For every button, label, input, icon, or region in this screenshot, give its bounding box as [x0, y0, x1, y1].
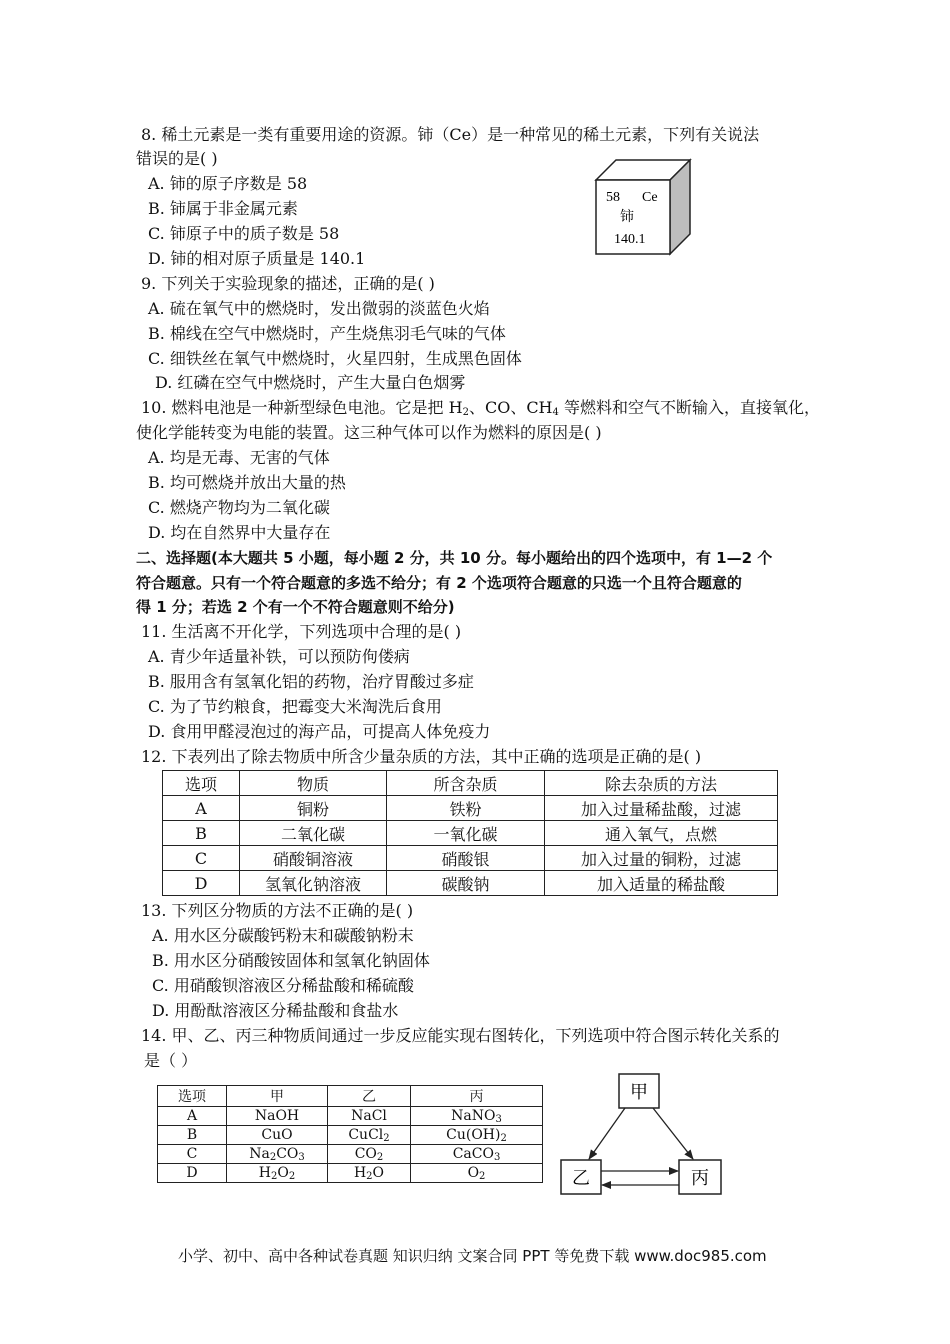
table-cell: 氢氧化钠溶液	[240, 871, 387, 896]
q11-option-d: D. 食用甲醛浸泡过的海产品，可提高人体免疫力	[148, 722, 491, 741]
table-cell: CuO	[227, 1126, 328, 1145]
table-cell: $CO_2$	[328, 1145, 411, 1164]
table-cell: 硝酸银	[387, 846, 545, 871]
q13-option-b: B. 用水区分硝酸铵固体和氢氧化钠固体	[152, 951, 430, 970]
q9-option-a: A. 硫在氧气中的燃烧时，发出微弱的淡蓝色火焰	[148, 299, 490, 318]
table-cell: A	[163, 796, 240, 821]
q11-option-c: C. 为了节约粮食，把霉变大米淘洗后食用	[148, 697, 442, 716]
table-cell: C	[158, 1145, 227, 1164]
q11-option-a: A. 青少年适量补铁，可以预防佝偻病	[148, 647, 410, 666]
node-jia-label: 甲	[630, 1082, 648, 1103]
table-row	[158, 1126, 543, 1145]
table-header-cell: 选项	[163, 771, 240, 796]
arrow-jia-to-yi	[589, 1108, 625, 1159]
table-cell: CaCO$_3$	[411, 1145, 543, 1164]
q13-option-c: C. 用硝酸钡溶液区分稀盐酸和稀硫酸	[152, 976, 414, 995]
q10-option-b: B. 均可燃烧并放出大量的热	[148, 473, 346, 492]
table-cell: 铜粉	[240, 796, 387, 821]
q14-table	[157, 1085, 543, 1183]
table-cell: NaOH	[227, 1107, 328, 1126]
q9-option-c: C. 细铁丝在氧气中燃烧时，火星四射，生成黑色固体	[148, 349, 522, 368]
q8-option-d: D. 铈的相对原子质量是 140.1	[148, 249, 366, 268]
q10-option-a: A. 均是无毒、无害的气体	[148, 448, 330, 467]
table-cell: B	[163, 821, 240, 846]
table-header-cell: 甲	[227, 1086, 328, 1107]
q10-stem-line1: 10. 燃料电池是一种新型绿色电池。它是把 $H_2$、CO、$CH_4$ 等燃料和空气不断输入，直接氧化，	[141, 398, 820, 418]
q10-stem-line2: 使化学能转变为电能的装置。这三种气体可以作为燃料的原因是( )	[136, 423, 602, 442]
table-cell: 碳酸钠	[387, 871, 545, 896]
table-row	[163, 871, 778, 896]
table-cell: 铁粉	[387, 796, 545, 821]
q9-option-b: B. 棉线在空气中燃烧时，产生烧焦羽毛气味的气体	[148, 324, 506, 343]
table-cell: A	[158, 1107, 227, 1126]
table-cell: NaNO$_3$	[411, 1107, 543, 1126]
table-cell: 通入氧气，点燃	[545, 821, 778, 846]
table-cell: $H_2O$	[328, 1164, 411, 1183]
q12-stem: 12. 下表列出了除去物质中所含少量杂质的方法，其中正确的选项是正确的是( )	[141, 747, 702, 766]
table-cell: $Na_2CO_3$	[227, 1145, 328, 1164]
q8-option-a: A. 铈的原子序数是 58	[148, 174, 308, 193]
q12-table	[162, 770, 778, 896]
page-footer: 小学、初中、高中各种试卷真题 知识归纳 文案合同 PPT 等免费下载 www.doc985.com	[178, 1247, 767, 1265]
node-bing-label: 丙	[691, 1168, 709, 1189]
table-cell: C	[163, 846, 240, 871]
q9-option-d: D. 红磷在空气中燃烧时，产生大量白色烟雾	[155, 373, 466, 392]
table-header-cell: 所含杂质	[387, 771, 545, 796]
table-cell: NaCl	[328, 1107, 411, 1126]
table-cell: D	[163, 871, 240, 896]
q8-stem-line1: 8. 稀土元素是一类有重要用途的资源。铈（Ce）是一种常见的稀土元素，下列有关说法	[141, 125, 760, 144]
q13-option-a: A. 用水区分碳酸钙粉末和碳酸钠粉末	[152, 926, 414, 945]
table-cell: $O_2$	[411, 1164, 543, 1183]
arrow-jia-to-bing	[653, 1108, 693, 1159]
table-cell: 硝酸铜溶液	[240, 846, 387, 871]
table-header-cell: 物质	[240, 771, 387, 796]
table-cell: 一氧化碳	[387, 821, 545, 846]
q10-option-c: C. 燃烧产物均为二氧化碳	[148, 498, 330, 517]
element-cell-cube	[592, 158, 696, 258]
table-header-cell: 乙	[328, 1086, 411, 1107]
conversion-diagram	[555, 1070, 730, 1200]
table-cell: D	[158, 1164, 227, 1183]
table-row	[158, 1145, 543, 1164]
table-row	[163, 796, 778, 821]
table-row	[158, 1164, 543, 1183]
q10-option-d: D. 均在自然界中大量存在	[148, 523, 331, 542]
table-cell: 加入适量的稀盐酸	[545, 871, 778, 896]
q9-stem: 9. 下列关于实验现象的描述，正确的是( )	[141, 274, 435, 293]
element-symbol: Ce	[642, 190, 658, 205]
table-row	[158, 1107, 543, 1126]
table-cell: 加入过量的铜粉，过滤	[545, 846, 778, 871]
section2-line3: 得 1 分；若选 2 个有一个不符合题意则不给分)	[136, 598, 455, 616]
q8-stem-line2: 错误的是( )	[136, 149, 218, 168]
table-cell: $Cu(OH)_2$	[411, 1126, 543, 1145]
element-atomic-number: 58	[606, 190, 620, 205]
q14-stem-line1: 14. 甲、乙、丙三种物质间通过一步反应能实现右图转化，下列选项中符合图示转化关系的	[141, 1026, 780, 1045]
q8-option-c: C. 铈原子中的质子数是 58	[148, 224, 340, 243]
element-atomic-mass: 140.1	[614, 232, 646, 247]
element-name: 铈	[620, 209, 634, 225]
q14-stem-line2: 是（ ）	[144, 1051, 198, 1070]
table-cell: 加入过量稀盐酸，过滤	[545, 796, 778, 821]
q8-option-b: B. 铈属于非金属元素	[148, 199, 298, 218]
table-header-cell: 选项	[158, 1086, 227, 1107]
table-cell: $H_2O_2$	[227, 1164, 328, 1183]
section2-line1: 二、选择题(本大题共 5 小题，每小题 2 分，共 10 分。每小题给出的四个选项中，有 1—2 个	[136, 549, 773, 567]
table-cell: CuCl$_2$	[328, 1126, 411, 1145]
table-row	[163, 821, 778, 846]
table-header-row	[163, 771, 778, 796]
table-row	[163, 846, 778, 871]
table-cell: B	[158, 1126, 227, 1145]
table-cell: 二氧化碳	[240, 821, 387, 846]
section2-line2: 符合题意。只有一个符合题意的多选不给分；有 2 个选项符合题意的只选一个且符合题意的	[136, 574, 742, 592]
node-yi-label: 乙	[572, 1168, 590, 1189]
q11-stem: 11. 生活离不开化学，下列选项中合理的是( )	[141, 622, 462, 641]
table-header-row	[158, 1086, 543, 1107]
q11-option-b: B. 服用含有氢氧化铝的药物，治疗胃酸过多症	[148, 672, 474, 691]
q13-option-d: D. 用酚酞溶液区分稀盐酸和食盐水	[152, 1001, 399, 1020]
table-header-cell: 除去杂质的方法	[545, 771, 778, 796]
q13-stem: 13. 下列区分物质的方法不正确的是( )	[141, 901, 414, 920]
table-header-cell: 丙	[411, 1086, 543, 1107]
